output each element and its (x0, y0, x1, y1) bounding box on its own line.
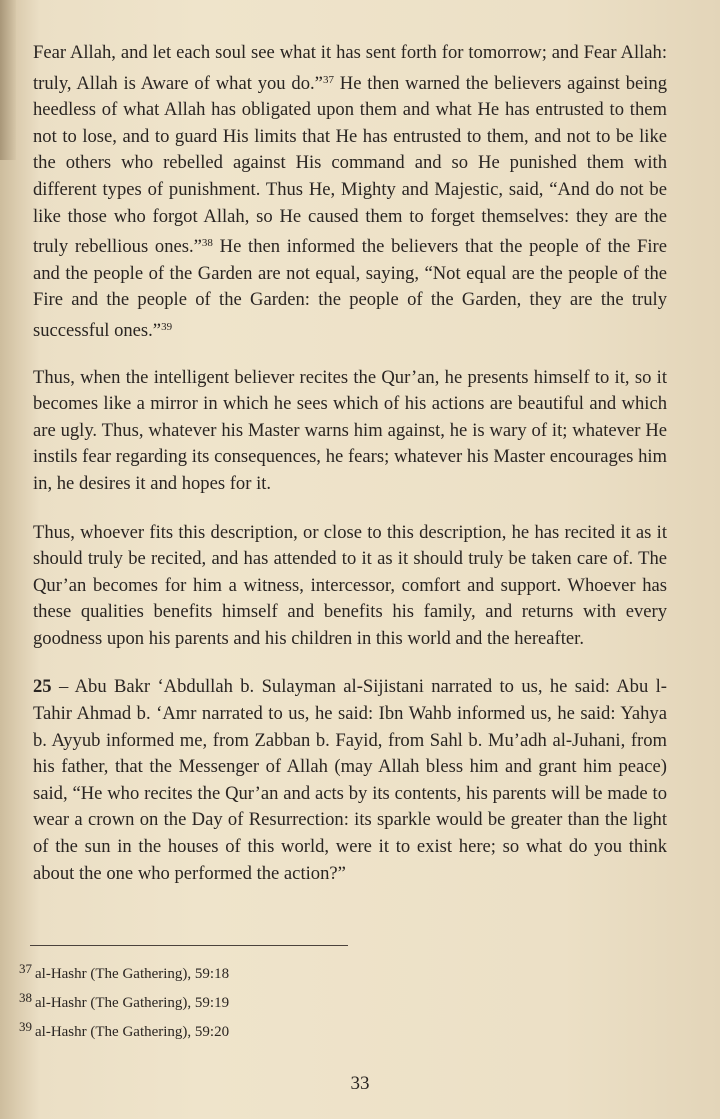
footnote-divider (30, 945, 348, 946)
paragraph-1 (33, 40, 667, 345)
footnote-38 (19, 986, 419, 1015)
hadith-number: 25 (33, 676, 52, 698)
paragraph-3: Thus, whoever fits this description, or close to this description, he has recited it as it should truly be recited, and has attended to it as it should truly be taken care of. The Qur’an becomes for him a witness, intercessor, comfort and support. Whoever has these qualities benefits himself and benefits his family, and returns with every goodness upon his parents and his children in this world and the hereafter. (33, 521, 667, 649)
footnote-ref-38: 38 (201, 237, 213, 250)
footnote-text: al-Hashr (The Gathering), 59:18 (35, 966, 230, 982)
footnote-number: 37 (19, 961, 32, 976)
footnote-ref-39: 39 (161, 320, 173, 333)
paragraph-1-text-c: He then informed the believers that the people of the Fire and the people of the Garden are not equal, saying, “Not equal are the people of the Fire and the people of the Garden: the people of the Garden, they are the truly successful ones.” (33, 236, 667, 341)
page-gutter-shadow (0, 0, 16, 160)
footnote-text: al-Hashr (The Gathering), 59:19 (35, 995, 230, 1011)
paragraph-4 (33, 674, 667, 887)
footnote-number: 39 (19, 1019, 32, 1034)
paragraph-1-text-b: He then warned the believers against being heedless of what Allah has obligated upon them and what He has entrusted to them not to lose, and to guard His limits that He has entrusted to them, and not to be like the others who rebelled against His command and so He punished them with different types of punishment. Thus He, Mighty and Majestic, said, “And do not be like those who forgot Allah, so He caused them to forget themselves: they are the truly rebellious ones.” (33, 72, 667, 258)
page-number: 33 (350, 1073, 370, 1094)
main-text (33, 40, 667, 909)
paragraph-2: Thus, when the intelligent believer recites the Qur’an, he presents himself to it, so it becomes like a mirror in which he sees which of his actions are beautiful and which are ugly. Thus, whatever his Master warns him against, he is wary of it; whatever He instils fear regarding its consequences, he fears; whatever his Master encourages him in, he desires it and hopes for it. (33, 366, 667, 494)
footnote-text: al-Hashr (The Gathering), 59:20 (35, 1024, 230, 1040)
paragraph-1-text-a: Fear Allah, and let each soul see what it has sent forth for tomorrow; and Fear Allah: truly, Allah is Aware of what you do.” (33, 42, 667, 94)
footnote-37 (19, 957, 419, 986)
footnote-39 (19, 1015, 419, 1044)
footnote-ref-37: 37 (322, 73, 334, 86)
footnote-number: 38 (19, 990, 32, 1005)
footnotes (19, 957, 419, 1044)
paragraph-4-text: – Abu Bakr ‘Abdullah b. Sulayman al-Sijistani narrated to us, he said: Abu l-Tahir Ahmad b. ‘Amr narrated to us, he said: Ibn Wahb informed us, he said: Yahya b. Ayyub informed me, from Zabban b. Fayid, from Sahl b. Mu’adh al-Juhani, from his father, that the Messenger of Allah (may Allah bless him and grant him peace) said, “He who recites the Qur’an and acts by its contents, his parents will be made to wear a crown on the Day of Resurrection: its sparkle would be greater than the light of the sun in the houses of this world, were it to exist here; so what do you think about the one who performed the action?” (33, 676, 667, 884)
